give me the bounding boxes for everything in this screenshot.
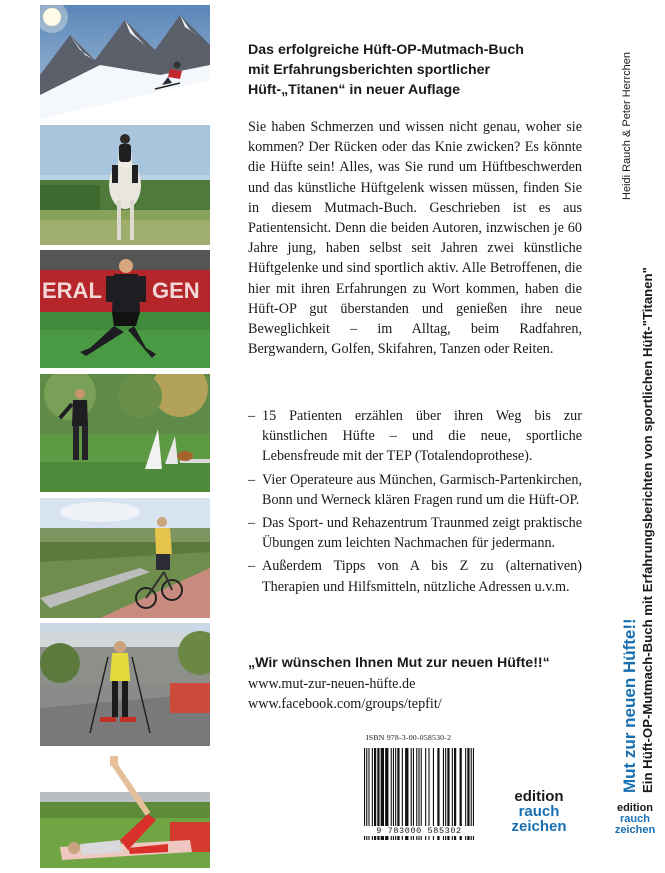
list-item [248, 470, 582, 510]
publisher-logo-line-3: zeichen [511, 818, 567, 835]
bullet-dash: – [248, 471, 256, 488]
spine-subtitle: Ein Hüft-OP-Mutmach-Buch mit Erfahrungsberichten von sportlichen Hüft-"Titanen" [640, 267, 655, 793]
headline-line-1: Das erfolgreiche Hüft-OP-Mutmach-Buch [248, 42, 524, 58]
goalkeeper-photo [40, 250, 210, 368]
skier-photo [40, 5, 210, 119]
cyclist-photo [40, 498, 210, 618]
spine-authors: Heidi Rauch & Peter Herrchen [621, 52, 633, 200]
svg-text:ERAL: ERAL [42, 278, 102, 303]
horse-rider-photo [40, 125, 210, 245]
feature-list [248, 406, 582, 600]
isbn-text: ISBN 978-3-00-058530-2 [366, 733, 452, 742]
publisher-logo-line-2: rauch [518, 803, 560, 820]
list-item-text: 15 Patienten erzählen über ihren Weg bis zur künstlichen Hüfte – und die neue, sportliche Lebensfreude mit der TEP (Totalendoprothese). [262, 408, 582, 465]
list-item-text: Außerdem Tipps von A bis Z zu (alternativen) Therapien und Hilfsmitteln, nützliche Adressen u.v.m. [262, 558, 582, 595]
spine-publisher-logo [610, 803, 660, 836]
spine-title: Mut zur neuen Hüfte!! [620, 618, 639, 793]
back-cover-headline [248, 40, 578, 100]
list-item [248, 406, 582, 467]
bullet-dash: – [248, 408, 256, 424]
barcode-number: 9 783000 585302 [358, 826, 480, 836]
exercise-photo [40, 752, 210, 868]
list-item [248, 513, 582, 553]
svg-text:GEN: GEN [152, 278, 200, 303]
bullet-dash: – [248, 515, 256, 532]
list-item-text: Das Sport- und Rehazentrum Traunmed zeigt praktische Übungen zum leichten Nachmachen für jedermann. [262, 515, 582, 552]
website-link[interactable]: www.mut-zur-neuen-hüfte.de [248, 676, 416, 692]
publisher-logo [504, 789, 574, 834]
list-item [248, 556, 582, 596]
spine-logo-line-3: zeichen [614, 824, 656, 836]
intro-paragraph: Sie haben Schmerzen und wissen nicht genau, woher sie kommen? Der Rücken oder das Knie zwicken? Es könnte die Hüfte sein! Alles, was Sie rund um Hüftbeschwerden und das künstliche Hüftgelenk wissen müssen, finden Sie in diesem Mutmach-Buch. Geschrieben ist es aus Patientensicht. Denn die beiden Autoren, inzwischen je 60 Jahre jung, haben selbst seit Jahren zwei künstliche Hüftgelenke und sind sportlich aktiv. Alle Betroffenen, die hier mit ihren Erfahrungen zu Wort kommen, haben die Hüft-OP gut überstanden und genießen ihre neue Beweglichkeit – im Alltag, beim Radfahren, Bergwandern, Golfen, Skifahren, Tanzen oder Reiten. [248, 119, 582, 358]
dog-agility-photo [40, 374, 210, 492]
publisher-logo-line-1: edition [514, 788, 564, 805]
bullet-dash: – [248, 558, 256, 575]
nordic-skater-photo [40, 623, 210, 746]
slogan: „Wir wünschen Ihnen Mut zur neuen Hüfte!!“ [248, 655, 550, 671]
spine-logo-line-1: edition [616, 802, 654, 814]
headline-line-2: mit Erfahrungsberichten sportlicher [248, 62, 491, 78]
facebook-link[interactable]: www.facebook.com/groups/tepfit/ [248, 696, 442, 712]
photo-column [0, 0, 210, 873]
list-item-text: Vier Operateure aus München, Garmisch-Partenkirchen, Bonn und Werneck klären Fragen rund um die Hüft-OP. [262, 471, 582, 508]
headline-line-3: Hüft-„Titanen“ in neuer Auflage [248, 82, 461, 98]
spine-logo-line-2: rauch [620, 813, 650, 825]
